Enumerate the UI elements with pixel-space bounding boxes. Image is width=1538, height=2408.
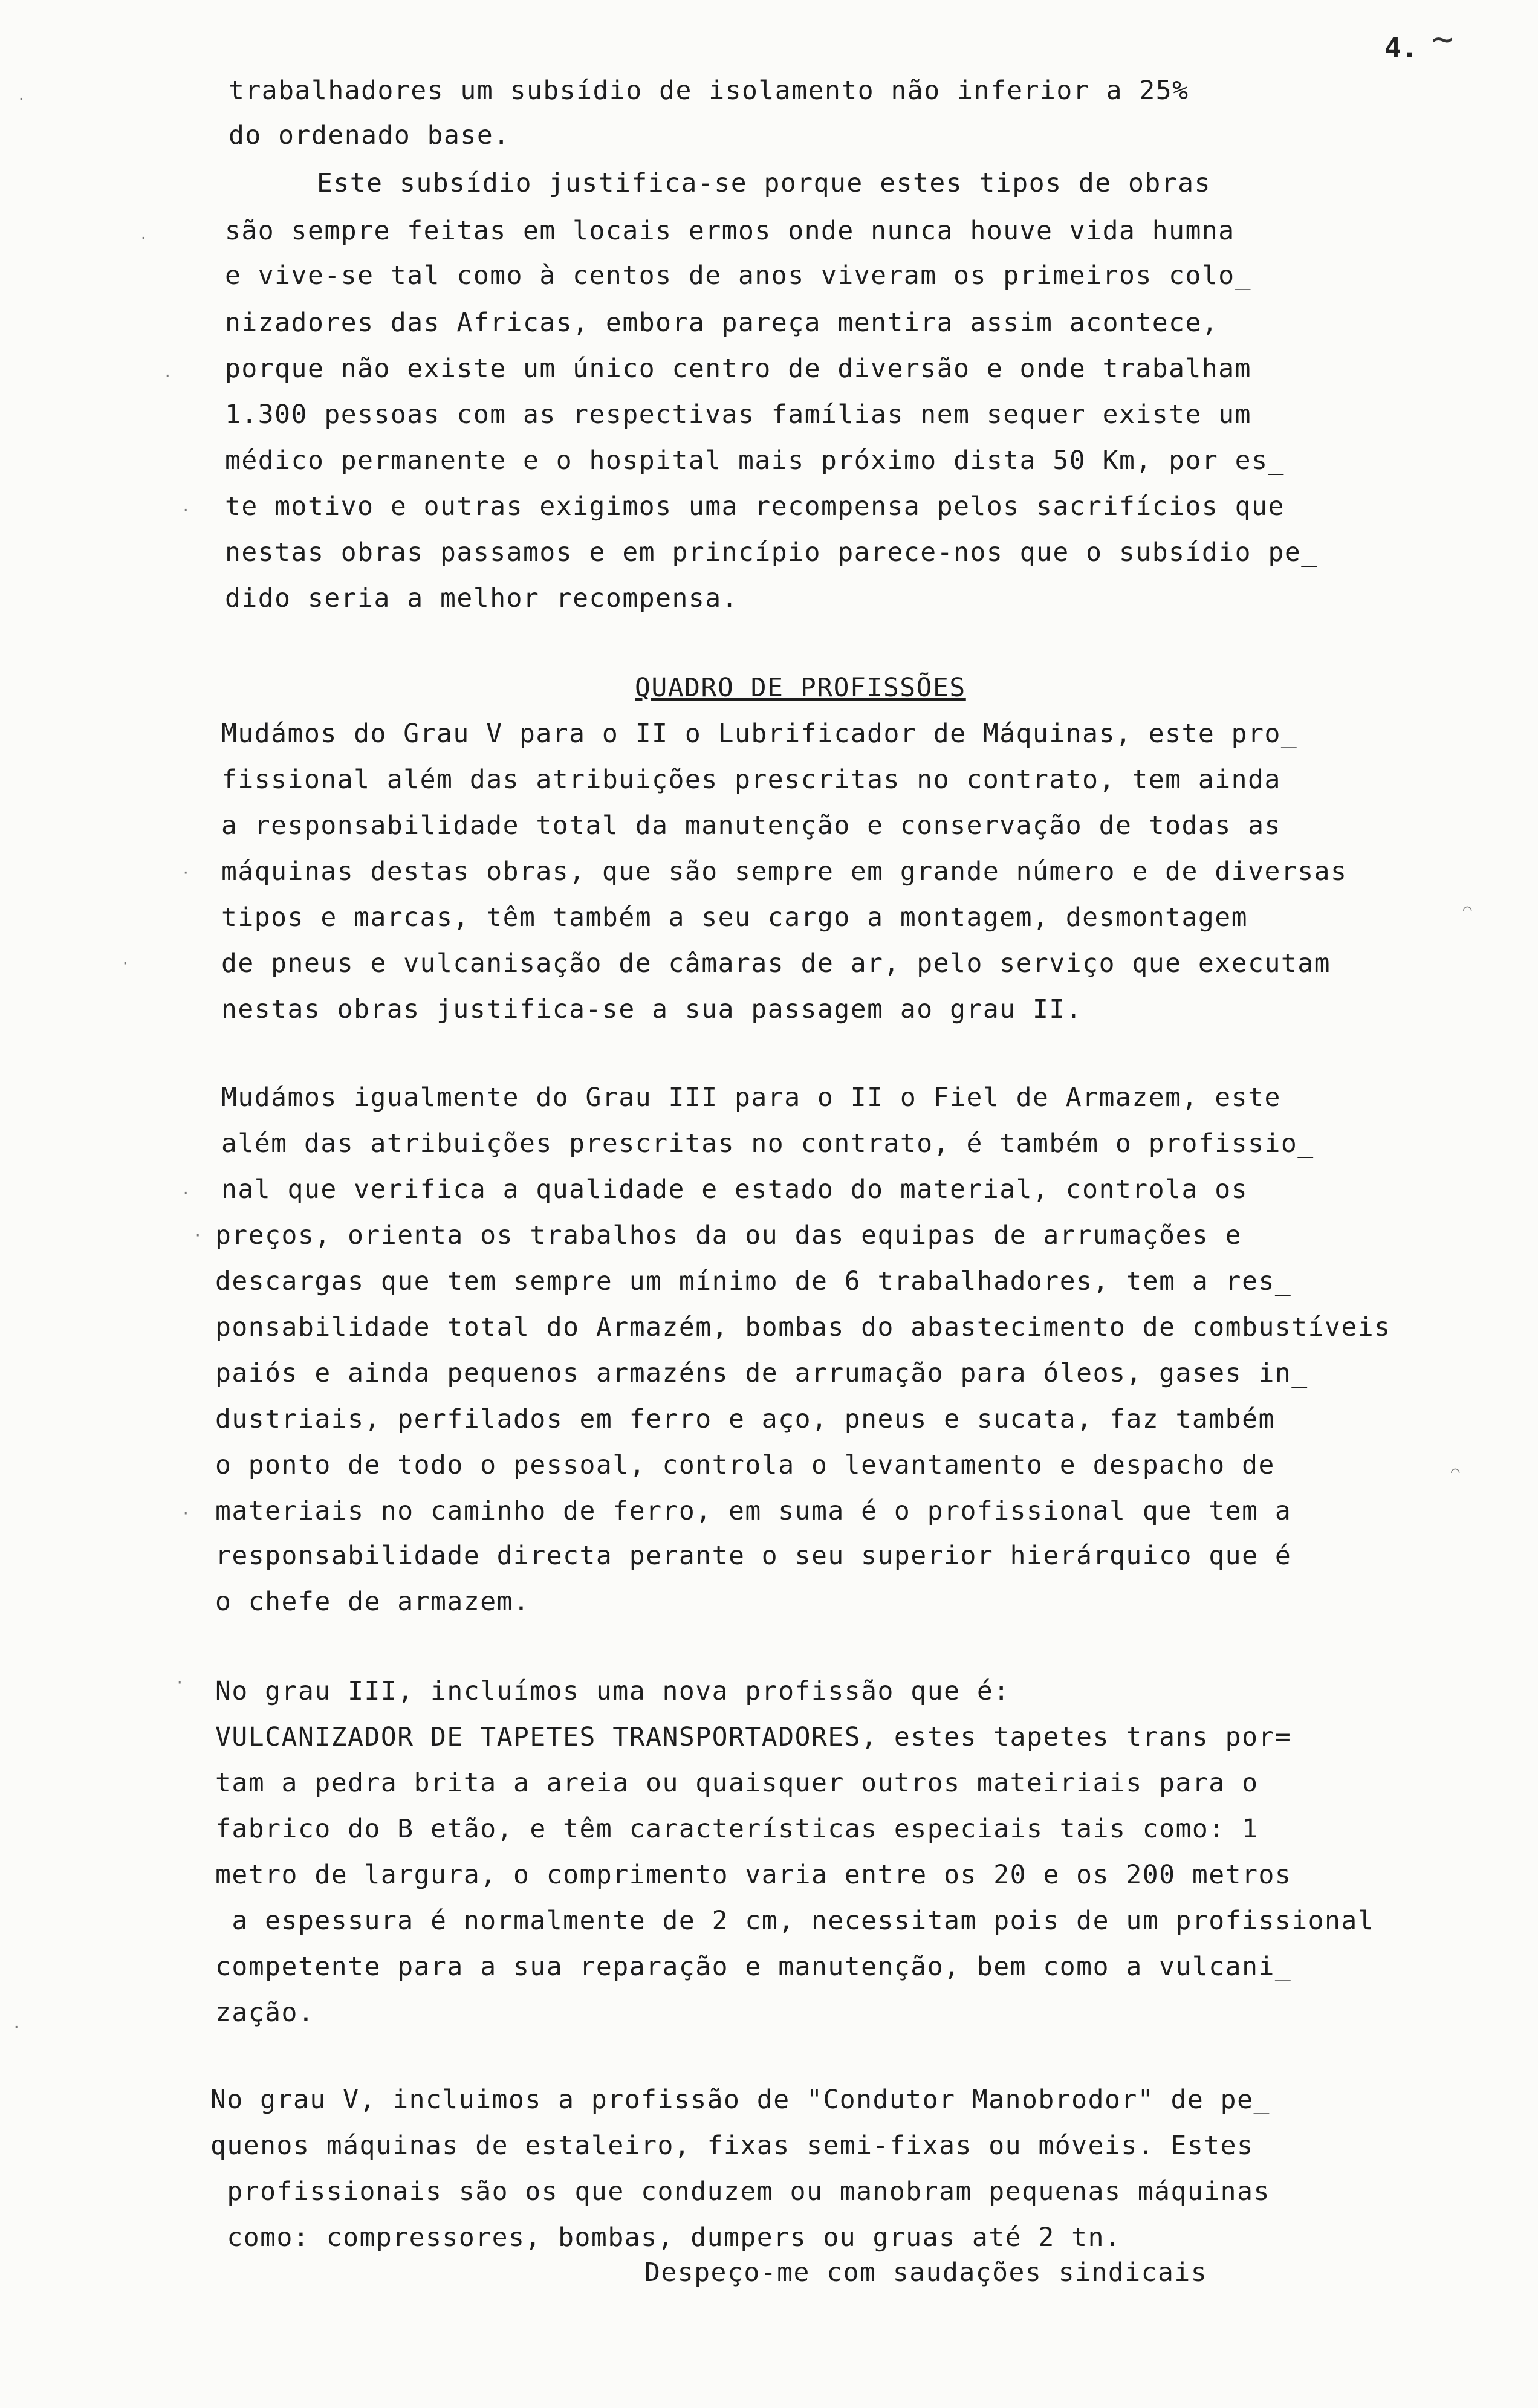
text-line: são sempre feitas em locais ermos onde nunca houve vida humna bbox=[225, 216, 1235, 246]
text-line: responsabilidade directa perante o seu superior hierárquico que é bbox=[215, 1541, 1292, 1571]
text-line: trabalhadores um subsídio de isolamento não inferior a 25% bbox=[229, 76, 1189, 106]
text-line: paiós e ainda pequenos armazéns de arrumação para óleos, gases in_ bbox=[215, 1358, 1308, 1388]
text-line: metro de largura, o comprimento varia entre os 20 e os 200 metros bbox=[215, 1860, 1292, 1890]
text-line: médico permanente e o hospital mais próximo dista 50 Km, por es_ bbox=[225, 445, 1285, 476]
text-line: zação. bbox=[215, 1998, 315, 2028]
text-line: fabrico do B etão, e têm características especiais tais como: 1 bbox=[215, 1814, 1259, 1844]
speck-mark: · bbox=[12, 2019, 21, 2036]
text-line: nestas obras justifica-se a sua passagem ao grau II. bbox=[221, 994, 1083, 1024]
text-line: Mudámos igualmente do Grau III para o II o Fiel de Armazem, este bbox=[221, 1083, 1281, 1113]
speck-mark: · bbox=[139, 230, 148, 247]
text-line: No grau III, incluímos uma nova profissão que é: bbox=[215, 1676, 1010, 1706]
text-line: descargas que tem sempre um mínimo de 6 trabalhadores, tem a res_ bbox=[215, 1266, 1292, 1296]
speck-mark: · bbox=[181, 864, 190, 881]
speck-mark: · bbox=[175, 1674, 184, 1691]
text-line: tipos e marcas, têm também a seu cargo a montagem, desmontagem bbox=[221, 902, 1248, 933]
text-line: competente para a sua reparação e manutenção, bem como a vulcani_ bbox=[215, 1952, 1292, 1982]
text-line: Mudámos do Grau V para o II o Lubrificador de Máquinas, este pro_ bbox=[221, 719, 1298, 749]
text-line: de pneus e vulcanisação de câmaras de ar, pelo serviço que executam bbox=[221, 948, 1331, 979]
text-line: No grau V, incluimos a profissão de "Condutor Manobrodor" de pe_ bbox=[210, 2085, 1270, 2115]
speck-mark: · bbox=[121, 955, 130, 972]
text-line: te motivo e outras exigimos uma recompensa pelos sacrifícios que bbox=[225, 491, 1285, 522]
text-line: VULCANIZADOR DE TAPETES TRANSPORTADORES, estes tapetes trans por= bbox=[215, 1722, 1292, 1752]
text-line: nal que verifica a qualidade e estado do material, controla os bbox=[221, 1174, 1248, 1205]
text-line: materiais no caminho de ferro, em suma é o profissional que tem a bbox=[215, 1496, 1292, 1526]
speck-mark: · bbox=[163, 367, 172, 384]
text-line: máquinas destas obras, que são sempre em grande número e de diversas bbox=[221, 856, 1348, 887]
text-line: e vive-se tal como à centos de anos viveram os primeiros colo_ bbox=[225, 261, 1252, 291]
speck-mark: · bbox=[17, 91, 26, 108]
speck-mark: · bbox=[181, 1185, 190, 1202]
page-number: 4. bbox=[1384, 31, 1418, 64]
text-line: quenos máquinas de estaleiro, fixas semi-fixas ou móveis. Estes bbox=[210, 2131, 1254, 2161]
text-line: dido seria a melhor recompensa. bbox=[225, 583, 739, 613]
section-heading: QUADRO DE PROFISSÕES bbox=[635, 673, 966, 703]
text-line: 1.300 pessoas com as respectivas famílias nem sequer existe um bbox=[225, 400, 1252, 430]
text-line: a responsabilidade total da manutenção e conservação de todas as bbox=[221, 811, 1281, 841]
text-line: fissional além das atribuições prescritas no contrato, tem ainda bbox=[221, 765, 1281, 795]
text-line: do ordenado base. bbox=[229, 120, 510, 150]
text-line: nizadores das Africas, embora pareça mentira assim acontece, bbox=[225, 308, 1219, 338]
closing-salutation: Despeço-me com saudações sindicais bbox=[644, 2258, 1208, 2288]
speck-mark: ⌒ bbox=[1463, 901, 1472, 918]
speck-mark: ⌒ bbox=[1451, 1463, 1460, 1480]
text-line: nestas obras passamos e em princípio parece-nos que o subsídio pe_ bbox=[225, 537, 1318, 568]
text-line: a espessura é normalmente de 2 cm, necessitam pois de um profissional bbox=[215, 1906, 1375, 1936]
text-line: o ponto de todo o pessoal, controla o levantamento e despacho de bbox=[215, 1450, 1275, 1480]
text-line: profissionais são os que conduzem ou manobram pequenas máquinas bbox=[210, 2177, 1270, 2207]
text-line: como: compressores, bombas, dumpers ou gruas até 2 tn. bbox=[210, 2222, 1121, 2253]
text-line: o chefe de armazem. bbox=[215, 1587, 530, 1617]
text-line: Este subsídio justifica-se porque estes tipos de obras bbox=[317, 168, 1211, 198]
text-line: além das atribuições prescritas no contrato, é também o profissio_ bbox=[221, 1128, 1314, 1159]
speck-mark: · bbox=[181, 502, 190, 519]
text-line: tam a pedra brita a areia ou quaisquer outros mateiriais para o bbox=[215, 1768, 1259, 1798]
text-line: porque não existe um único centro de diversão e onde trabalham bbox=[225, 354, 1252, 384]
text-line: dustriais, perfilados em ferro e aço, pneus e sucata, faz também bbox=[215, 1404, 1275, 1434]
speck-mark: · bbox=[193, 1227, 203, 1244]
speck-mark: · bbox=[181, 1505, 190, 1522]
corner-pen-mark: ~ bbox=[1432, 18, 1454, 60]
text-line: ponsabilidade total do Armazém, bombas do abastecimento de combustíveis bbox=[215, 1312, 1391, 1342]
text-line: preços, orienta os trabalhos da ou das equipas de arrumações e bbox=[215, 1220, 1242, 1251]
